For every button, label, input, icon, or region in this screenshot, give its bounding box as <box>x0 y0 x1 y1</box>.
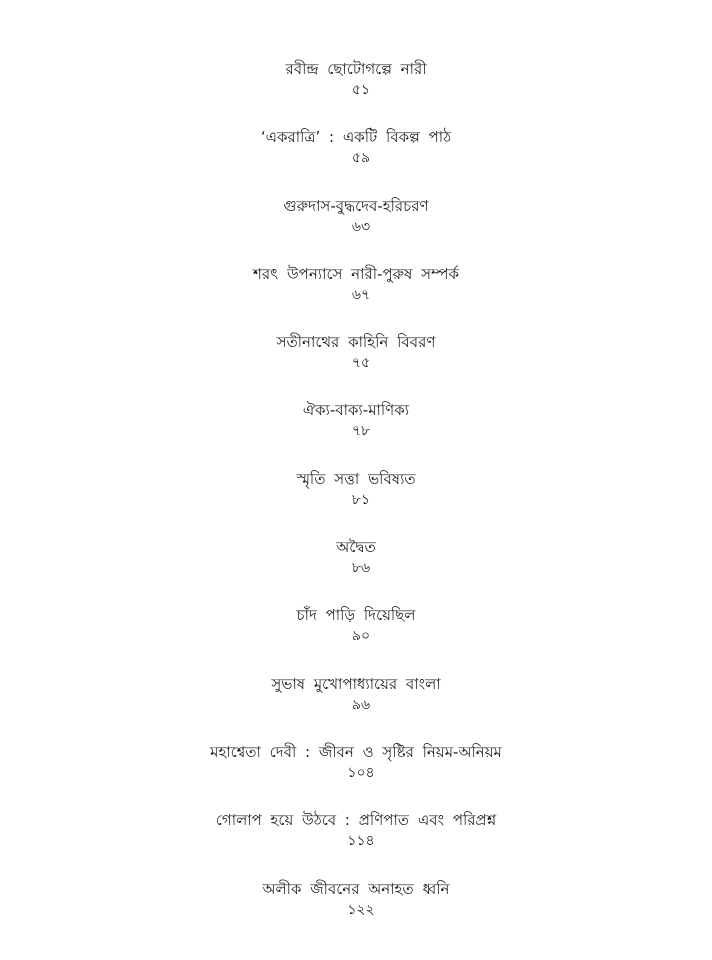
toc-entry-title: গুরুদাস-বুদ্ধদেব-হরিচরণ <box>283 196 429 215</box>
toc-entry <box>0 331 712 399</box>
toc-entry-page-number: ৭৮ <box>351 423 371 440</box>
toc-entry-page-number: ৫৯ <box>351 150 371 167</box>
toc-entry-title: সতীনাথের কাহিনি বিবরণ <box>276 333 436 352</box>
table-of-contents <box>0 58 712 946</box>
toc-entry-title: ঐক্য-বাক্য-মাণিক্য <box>302 401 410 420</box>
toc-entry-page-number: ৮১ <box>351 491 371 508</box>
toc-entry-title: শরৎ উপন্যাসে নারী-পুরুষ সম্পর্ক <box>253 264 459 283</box>
toc-entry <box>0 58 712 126</box>
toc-entry-page-number: ৯৬ <box>351 696 371 713</box>
toc-entry <box>0 673 712 741</box>
toc-entry <box>0 536 712 604</box>
toc-entry-title: মহাশ্বেতা দেবী : জীবন ও সৃষ্টির নিয়ম-অনিয়ম <box>210 742 502 761</box>
toc-entry <box>0 195 712 263</box>
toc-entry-title: অদ্বৈত <box>336 538 376 557</box>
toc-entry-page-number: ৮৬ <box>351 560 371 577</box>
toc-entry-page-number: ১২২ <box>347 901 375 918</box>
toc-entry-page-number: ৫১ <box>351 82 371 98</box>
toc-entry <box>0 126 712 194</box>
toc-entry-title: গোলাপ হয়ে উঠবে : প্রণিপাত এবং পরিপ্রশ্ন <box>215 811 497 830</box>
toc-entry-title: অলীক জীবনের অনাহত ধ্বনি <box>262 879 450 898</box>
toc-entry <box>0 604 712 672</box>
toc-entry-page-number: ৬৭ <box>351 286 371 303</box>
toc-entry <box>0 468 712 536</box>
toc-entry <box>0 878 712 946</box>
toc-entry-title: সুভাষ মুখোপাধ্যায়ের বাংলা <box>271 674 441 693</box>
toc-entry <box>0 263 712 331</box>
toc-entry-title: স্মৃতি সত্তা ভবিষ্যত <box>296 469 416 488</box>
toc-entry-page-number: ১১৪ <box>347 833 375 850</box>
toc-entry-title: চাঁদ পাড়ি দিয়েছিল <box>296 606 416 625</box>
toc-entry <box>0 741 712 809</box>
toc-entry-page-number: ৯০ <box>351 628 371 645</box>
toc-entry-page-number: ১০৪ <box>347 764 375 781</box>
toc-entry-title: রবীন্দ্র ছোটোগল্পে নারী <box>285 60 427 78</box>
toc-entry-page-number: ৬৩ <box>351 218 371 235</box>
toc-entry-page-number: ৭৫ <box>351 355 371 372</box>
toc-entry <box>0 809 712 877</box>
toc-entry-title: ‘একরাত্রি’ : একটি বিকল্প পাঠ <box>260 128 452 147</box>
toc-entry <box>0 399 712 467</box>
